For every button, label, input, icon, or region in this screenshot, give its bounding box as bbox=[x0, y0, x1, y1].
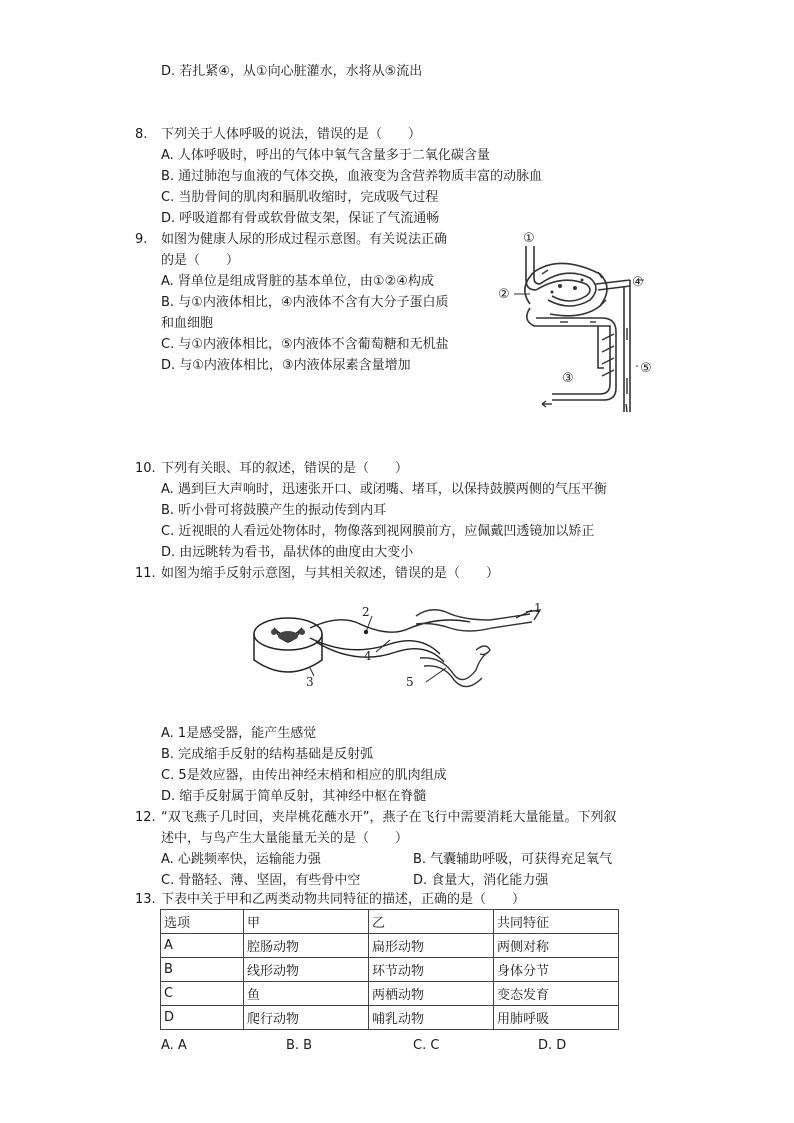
q9-option-b-cont: 和血细胞 bbox=[161, 316, 214, 331]
table-header-row bbox=[161, 910, 619, 934]
nephron-label-5: ⑤ bbox=[640, 361, 652, 376]
q7-option-d: D. 若扎紧④，从①向心脏灌水，水将从⑤流出 bbox=[161, 64, 423, 79]
q9-stem-line1: 如图为健康人尿的形成过程示意图。有关说法正确 bbox=[161, 232, 448, 247]
table-header-cell: 乙 bbox=[369, 910, 494, 934]
table-cell: 两栖动物 bbox=[369, 982, 494, 1006]
q8-option-d: D. 呼吸道都有骨或软骨做支架，保证了气流通畅 bbox=[161, 211, 440, 226]
q13-stem: 下表中关于甲和乙两类动物共同特征的描述，正确的是（ ） bbox=[161, 892, 526, 907]
q12-option-a: A. 心跳频率快，运输能力强 bbox=[161, 852, 321, 867]
q9-option-b: B. 与①内液体相比，④内液体不含有大分子蛋白质 bbox=[161, 295, 449, 310]
nephron-label-1: ① bbox=[523, 231, 535, 246]
nephron-diagram bbox=[490, 228, 670, 418]
q10-option-b: B. 听小骨可将鼓膜产生的振动传到内耳 bbox=[161, 503, 387, 518]
reflex-label-1: 1 bbox=[534, 601, 542, 615]
table-cell: 扁形动物 bbox=[369, 934, 494, 958]
q12-stem-line2: 述中，与鸟产生大量能量无关的是（ ） bbox=[161, 831, 409, 846]
q10-stem: 下列有关眼、耳的叙述，错误的是（ ） bbox=[161, 461, 409, 476]
nephron-label-3: ③ bbox=[562, 371, 574, 386]
table-header-cell: 共同特征 bbox=[494, 910, 619, 934]
table-header-cell: 选项 bbox=[161, 910, 244, 934]
q9-option-d: D. 与①内液体相比，③内液体尿素含量增加 bbox=[161, 358, 411, 373]
q8-option-c: C. 当肋骨间的肌肉和膈肌收缩时，完成吸气过程 bbox=[161, 190, 439, 205]
reflex-label-2: 2 bbox=[362, 605, 370, 619]
table-header-cell: 甲 bbox=[244, 910, 369, 934]
q11-option-d: D. 缩手反射属于简单反射，其神经中枢在脊髓 bbox=[161, 789, 427, 804]
table-cell: 环节动物 bbox=[369, 958, 494, 982]
table-cell: 用肺呼吸 bbox=[494, 1006, 619, 1030]
q12-option-d: D. 食量大，消化能力强 bbox=[413, 873, 549, 888]
table-cell: B bbox=[161, 958, 244, 982]
q12-stem-line1: “双飞燕子几时回，夹岸桃花蘸水开”，燕子在飞行中需要消耗大量能量。下列叙 bbox=[161, 810, 617, 825]
q9-option-a: A. 肾单位是组成肾脏的基本单位，由①②④构成 bbox=[161, 274, 434, 289]
table-cell: 爬行动物 bbox=[244, 1006, 369, 1030]
q9-stem-line2: 的是（ ） bbox=[161, 253, 240, 268]
reflex-label-4: 4 bbox=[364, 649, 372, 663]
q11-option-b: B. 完成缩手反射的结构基础是反射弧 bbox=[161, 747, 374, 762]
q12-option-b: B. 气囊辅助呼吸，可获得充足氧气 bbox=[413, 852, 613, 867]
table-cell: 线形动物 bbox=[244, 958, 369, 982]
q8-option-b: B. 通过肺泡与血液的气体交换，血液变为含营养物质丰富的动脉血 bbox=[161, 169, 543, 184]
q11-stem: 如图为缩手反射示意图，与其相关叙述，错误的是（ ） bbox=[161, 566, 500, 581]
q10-option-c: C. 近视眼的人看远处物体时，物像落到视网膜前方，应佩戴凹透镜加以矫正 bbox=[161, 524, 595, 539]
reflex-arc-diagram bbox=[240, 598, 560, 702]
nephron-label-2: ② bbox=[498, 287, 510, 302]
q11-option-c: C. 5是效应器，由传出神经末梢和相应的肌肉组成 bbox=[161, 768, 447, 783]
reflex-label-5: 5 bbox=[406, 675, 414, 689]
table-cell: D bbox=[161, 1006, 244, 1030]
q11-number: 11. bbox=[135, 566, 156, 581]
table-cell: 身体分节 bbox=[494, 958, 619, 982]
q9-number: 9. bbox=[135, 232, 148, 247]
reflex-label-3: 3 bbox=[306, 675, 314, 689]
table-cell: 腔肠动物 bbox=[244, 934, 369, 958]
table-cell: 鱼 bbox=[244, 982, 369, 1006]
q13-option-a: A. A bbox=[161, 1038, 187, 1053]
table-cell: 哺乳动物 bbox=[369, 1006, 494, 1030]
table-row bbox=[161, 1006, 619, 1030]
table-cell: 变态发育 bbox=[494, 982, 619, 1006]
q8-stem: 下列关于人体呼吸的说法，错误的是（ ） bbox=[161, 127, 422, 142]
q13-table bbox=[160, 909, 619, 1030]
q10-option-d: D. 由远眺转为看书，晶状体的曲度由大变小 bbox=[161, 545, 414, 560]
q13-option-b: B. B bbox=[286, 1038, 313, 1053]
q11-option-a: A. 1是感受器，能产生感觉 bbox=[161, 726, 317, 741]
q12-option-c: C. 骨骼轻、薄、坚固，有些骨中空 bbox=[161, 873, 361, 888]
table-row bbox=[161, 958, 619, 982]
table-cell: A bbox=[161, 934, 244, 958]
q9-option-c: C. 与①内液体相比，⑤内液体不含葡萄糖和无机盐 bbox=[161, 337, 449, 352]
q8-number: 8. bbox=[135, 127, 148, 142]
table-row bbox=[161, 934, 619, 958]
table-cell: 两侧对称 bbox=[494, 934, 619, 958]
q8-option-a: A. 人体呼吸时，呼出的气体中氧气含量多于二氧化碳含量 bbox=[161, 148, 490, 163]
q13-option-c: C. C bbox=[413, 1038, 440, 1053]
q13-option-d: D. D bbox=[538, 1038, 567, 1053]
table-row bbox=[161, 982, 619, 1006]
q12-number: 12. bbox=[135, 810, 156, 825]
nephron-label-4: ④ bbox=[632, 275, 644, 290]
q10-number: 10. bbox=[135, 461, 156, 476]
table-cell: C bbox=[161, 982, 244, 1006]
q10-option-a: A. 遇到巨大声响时，迅速张开口、或闭嘴、堵耳，以保持鼓膜两侧的气压平衡 bbox=[161, 482, 607, 497]
q13-number: 13. bbox=[135, 892, 156, 907]
